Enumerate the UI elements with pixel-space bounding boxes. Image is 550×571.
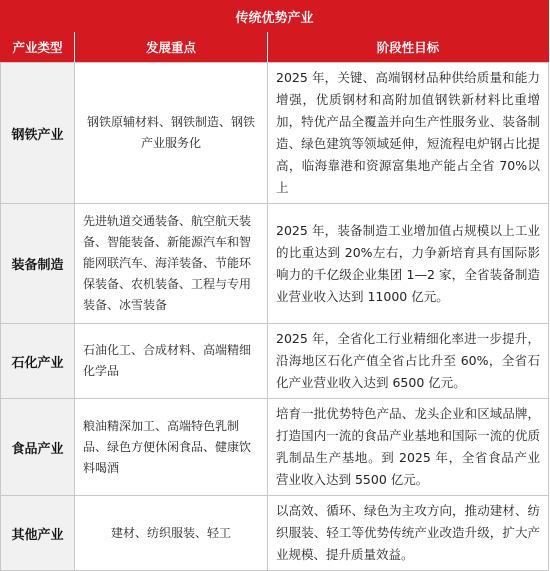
- table-header-row: [1, 32, 549, 63]
- stage-goal-cell: 培育一批优势特色产品、龙头企业和区域品牌，打造国内一流的食品产业基地和国际一流的优质乳制品生产基地。到 2025 年，全省食品产业营业收入达到 5500 亿元。: [268, 399, 549, 496]
- stage-goal-cell: 2025 年，全省化工行业精细化率进一步提升，沿海地区石化产值全省占比升至 60%，全省石化产业营业收入达到 6500 亿元。: [268, 324, 549, 399]
- stage-goal-cell: 2025 年，关键、高端钢材品种供给质量和能力增强，优质钢材和高附加值钢铁新材料比重增加，特优产品全覆盖并向生产性服务业、装备制造、绿色建筑等领域延伸，短流程电炉钢占比提高，临海靠港和资源富集地产能占全省 70%以上: [268, 63, 549, 204]
- industry-type-cell: 钢铁产业: [1, 63, 75, 204]
- industry-type-cell: 其他产业: [1, 496, 75, 571]
- table-row: [1, 324, 549, 399]
- development-focus-cell: 石油化工、合成材料、高端精细化学品: [75, 324, 268, 399]
- header-industry-type: 产业类型: [1, 32, 75, 63]
- industry-type-cell: 装备制造: [1, 204, 75, 324]
- header-development-focus: 发展重点: [75, 32, 268, 63]
- header-stage-goal: 阶段性目标: [268, 32, 549, 63]
- table-row: [1, 63, 549, 204]
- development-focus-cell: 建材、纺织服装、轻工: [75, 496, 268, 571]
- stage-goal-cell: 2025 年，装备制造工业增加值占规模以上工业的比重达到 20%左右，力争新培育具有国际影响力的千亿级企业集团 1—2 家，全省装备制造业营业收入达到 11000 亿元。: [268, 204, 549, 324]
- stage-goal-cell: 以高效、循环、绿色为主攻方向，推动建材、纺织服装、轻工等优势传统产业改造升级，扩大产业规模、提升质量效益。: [268, 496, 549, 571]
- development-focus-cell: 钢铁原辅材料、钢铁制造、钢铁产业服务化: [75, 63, 268, 204]
- table-title-row: [1, 1, 549, 32]
- industry-type-cell: 食品产业: [1, 399, 75, 496]
- development-focus-cell: 先进轨道交通装备、航空航天装备、智能装备、新能源汽车和智能网联汽车、海洋装备、节能环保装备、农机装备、工程与专用装备、冰雪装备: [75, 204, 268, 324]
- table-row: [1, 496, 549, 571]
- table-row: [1, 204, 549, 324]
- table-title: 传统优势产业: [1, 1, 549, 32]
- table-row: [1, 399, 549, 496]
- industry-type-cell: 石化产业: [1, 324, 75, 399]
- development-focus-cell: 粮油精深加工、高端特色乳制品、绿色方便休闲食品、健康饮料喝酒: [75, 399, 268, 496]
